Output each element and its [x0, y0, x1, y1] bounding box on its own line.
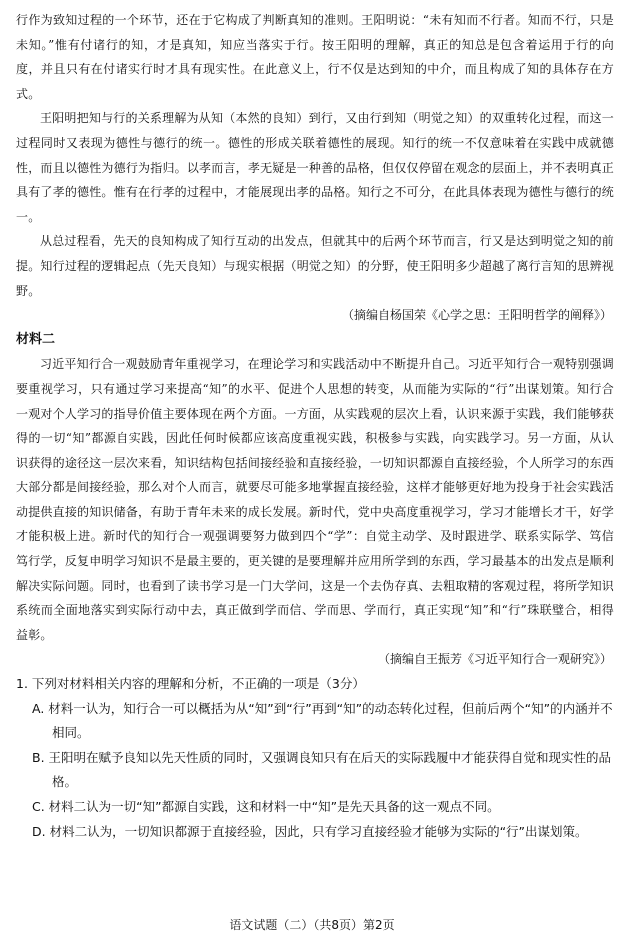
question-1-option-c: C. 材料二认为一切“知”都源自实践，这和材料一中“知”是先天具备的这一观点不同。	[32, 799, 500, 814]
material1-paragraph-1: 行作为致知过程的一个环节，还在于它构成了判断真知的准则。王阳明说：“未有知而不行者。知而不行，只是未知。”惟有付诸行的知，才是真知，知应当落实于行。按王阳明的理解，真正的知总是包含着运用于行的向度，并且只有在付诸实行时才具有现实性。在此意义上，行不仅是达到知的中介，而且构成了知的具体存在方式。	[16, 13, 614, 101]
material1-paragraph-3: 从总过程看，先天的良知构成了知行互动的出发点，但就其中的后两个环节而言，行又是达到明觉之知的前提。知行过程的逻辑起点（先天良知）与现实根据（明觉之知）的分野，使王阳明多少超越了离行言知的思辨视野。	[16, 234, 614, 298]
page-footer: 语文试题（二）（共8页）第2页	[229, 918, 395, 932]
question-1-option-b: B. 王阳明在赋予良知以先天性质的同时，又强调良知只有在后天的实际践履中才能获得自觉和现实性的品格。	[32, 749, 612, 790]
material1-paragraph-2: 王阳明把知与行的关系理解为从知（本然的良知）到行，又由行到知（明觉之知）的双重转化过程，而这一过程同时又表现为德性与德行的统一。德性的形成关联着德性的展现。知行的统一不仅意味着在实践中成就德性，而且以德性为德行为指归。以孝而言，孝无疑是一种善的品格，但仅仅停留在观念的层面上，并不表明真正具有了孝的德性。惟有在行孝的过程中，才能展现出孝的品格。知行之不可分，在此具体表现为德性与德行的统一。	[16, 111, 614, 224]
material2-heading: 材料二	[16, 331, 56, 347]
material1-source: （摘编自杨国荣《心学之思：王阳明哲学的阐释》）	[341, 308, 612, 323]
question-1-option-d: D. 材料二认为，一切知识都源于直接经验，因此，只有学习直接经验才能够为实际的“行”出谋划策。	[32, 823, 588, 839]
material2-paragraph-1: 习近平知行合一观鼓励青年重视学习，在理论学习和实践活动中不断提升自己。习近平知行合一观特别强调要重视学习，只有通过学习来提高“知”的水平、促进个人思想的转变，从而能为实际的“行”出谋划策。知行合一观对个人学习的指导价值主要体现在两个方面。一方面，从实践观的层次上看，认识来源于实践，我们能够获得的一切“知”都源自实践，因此任何时候都应该高度重视实践，积极参与实践，向实践学习。另一方面，从认识获得的途径这一层次来看，知识结构包括间接经验和直接经验，一切知识都源自直接经验，个人所学习的东西大部分都是间接经验，那么对个人而言，就要尽可能多地掌握直接经验，这样才能够更好地为投身于社会实践活动提供直接的知识储备，有助于青年未来的成长发展。新时代，党中央高度重视学习，学习才能增长才干，好学才能积极上进。新时代的知行合一观强调要努力做到四个“学”：自觉主动学、及时跟进学、联系实际学、笃信笃行学，反复申明学习知识不是最主要的，更关键的是要理解并应用所学到的东西，学习最基本的出发点是顺利解决实际问题。同时，也看到了读书学习是一门大学问，这是一个去伪存真、去粗取精的客观过程，将所学知识系统而全面地落实到实际行动中去，真正做到学而信、学而思、学而行，真正实现“知”和“行”珠联璧合，相得益彰。	[16, 357, 614, 642]
question-1-stem: 1. 下列对材料相关内容的理解和分析，不正确的一项是（3分）	[16, 676, 365, 692]
page-content	[16, 8, 614, 844]
material2-source: （摘编自王振芳《习近平知行合一观研究》）	[377, 652, 612, 667]
question-1-option-a: A. 材料一认为，知行合一可以概括为从“知”到“行”再到“知”的动态转化过程，但前后两个“知”的内涵并不相同。	[32, 700, 613, 741]
